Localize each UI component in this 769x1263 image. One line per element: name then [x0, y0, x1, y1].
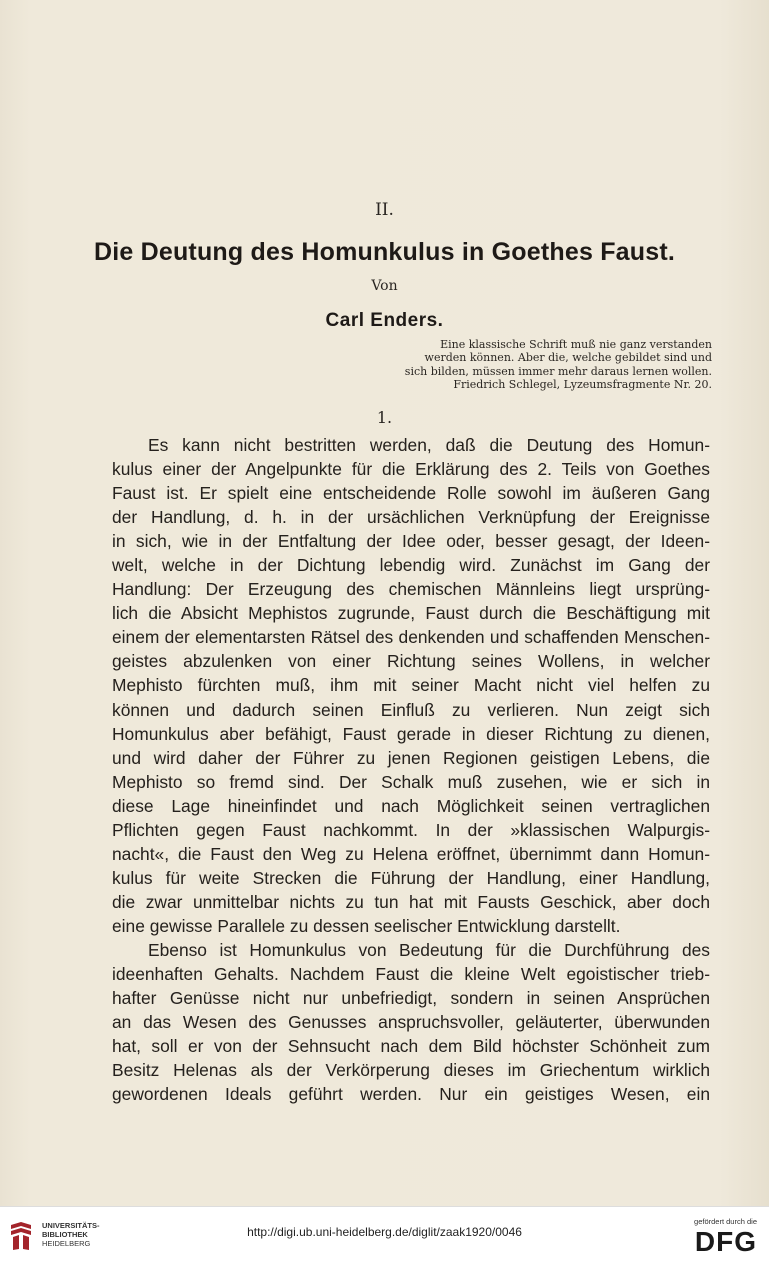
permalink-url[interactable]: http://digi.ub.uni-heidelberg.de/diglit/zaak1920/0046	[247, 1225, 522, 1239]
epigraph-line: Eine klassische Schrift muß nie ganz verstanden	[440, 338, 712, 351]
body-line: diese Lage hineinfindet und nach Möglichkeit seinen vertraglichen	[112, 795, 710, 816]
author-name: Carl Enders.	[325, 310, 444, 331]
epigraph-attribution: Friedrich Schlegel, Lyzeumsfragmente Nr. 20.	[453, 378, 712, 392]
body-line: Besitz Helenas als der Verkörperung dieses im Griechentum wirklich	[112, 1060, 710, 1081]
library-line: UNIVERSITÄTS-	[42, 1221, 100, 1230]
funding-caption: gefördert durch die	[694, 1217, 757, 1226]
body-line: nacht«, die Faust den Weg zu Helena eröffnet, übernimmt dann Homun-	[112, 843, 710, 864]
body-line: lich die Absicht Mephistos zugrunde, Faust durch die Beschäftigung mit	[112, 603, 710, 624]
body-line: Handlung: Der Erzeugung des chemischen Männleins liegt ursprüng-	[112, 579, 710, 600]
body-line: Homunkulus aber befähigt, Faust gerade in dieser Richtung zu dienen,	[112, 723, 710, 744]
body-line: ideenhaften Gehalts. Nachdem Faust die kleine Welt egoistischer trieb-	[112, 964, 710, 985]
section-number: 1.	[376, 408, 393, 427]
body-line: die zwar unmittelbar nichts zu tun hat mit Fausts Geschick, aber doch	[112, 891, 710, 912]
body-line: Faust ist. Er spielt eine entscheidende Rolle sowohl im äußeren Gang	[112, 483, 710, 504]
body-line: gewordenen Ideals geführt werden. Nur ein geistiges Wesen, ein	[112, 1084, 710, 1105]
body-line: der Handlung, d. h. in der ursächlichen Verknüpfung der Ereignisse	[112, 507, 710, 528]
dfg-logo: DFG	[694, 1226, 757, 1257]
article-title: Die Deutung des Homunkulus in Goethes Faust.	[93, 238, 676, 266]
body-line: eine gewisse Parallele zu dessen seelischer Entwicklung darstellt.	[112, 915, 621, 936]
epigraph-line: werden können. Aber die, welche gebildet sind und	[424, 351, 712, 365]
body-line: Mephisto so fremd sind. Der Schalk muß zusehen, wie er sich in	[112, 771, 710, 792]
body-line: Pflichten gegen Faust nachkommt. In der »klassischen Walpurgis-	[112, 819, 710, 840]
body-line: und wird daher der Führer zu jenen Regionen geistigen Lebens, die	[112, 747, 710, 768]
library-line: HEIDELBERG	[42, 1239, 91, 1248]
body-line: geistes abzulenken von einer Richtung seines Wollens, in welcher	[112, 651, 710, 672]
body-line: kulus für weite Strecken die Führung der Handlung, einer Handlung,	[112, 867, 710, 888]
chapter-numeral: II.	[375, 200, 394, 220]
body-line: Es kann nicht bestritten werden, daß die Deutung des Homun-	[148, 435, 710, 455]
body-line: kulus einer der Angelpunkte für die Erklärung des 2. Teils von Goethes	[112, 459, 710, 480]
body-line: in sich, wie in der Entfaltung der Idee oder, besser gesagt, der Ideen-	[112, 531, 710, 552]
byline-von: Von	[371, 278, 398, 294]
epigraph	[400, 338, 712, 392]
body-line: an das Wesen des Genusses anspruchsvoller, geläuterter, überwunden	[112, 1012, 710, 1033]
library-line: BIBLIOTHEK	[42, 1230, 88, 1239]
body-line: Mephisto fürchten muß, ihm mit seiner Macht nicht viel helfen zu	[112, 675, 710, 696]
body-line: hafter Genüsse nicht nur unbefriedigt, sondern in seinen Ansprüchen	[112, 988, 710, 1009]
body-line: einem der elementarsten Rätsel des denkenden und schaffenden Menschen-	[112, 627, 710, 648]
body-line: hat, soll er von der Sehnsucht nach dem Bild höchster Schönheit zum	[112, 1036, 710, 1057]
body-line: welt, welche in der Dichtung lebendig wird. Zunächst im Gang der	[112, 555, 710, 576]
body-text	[112, 433, 710, 1106]
body-line: Ebenso ist Homunkulus von Bedeutung für die Durchführung des	[148, 939, 710, 960]
body-line: können und dadurch seinen Einfluß zu verlieren. Nun zeigt sich	[112, 699, 710, 720]
epigraph-line: sich bilden, müssen immer mehr daraus lernen wollen.	[404, 364, 712, 378]
viewer-footer	[0, 1206, 769, 1263]
